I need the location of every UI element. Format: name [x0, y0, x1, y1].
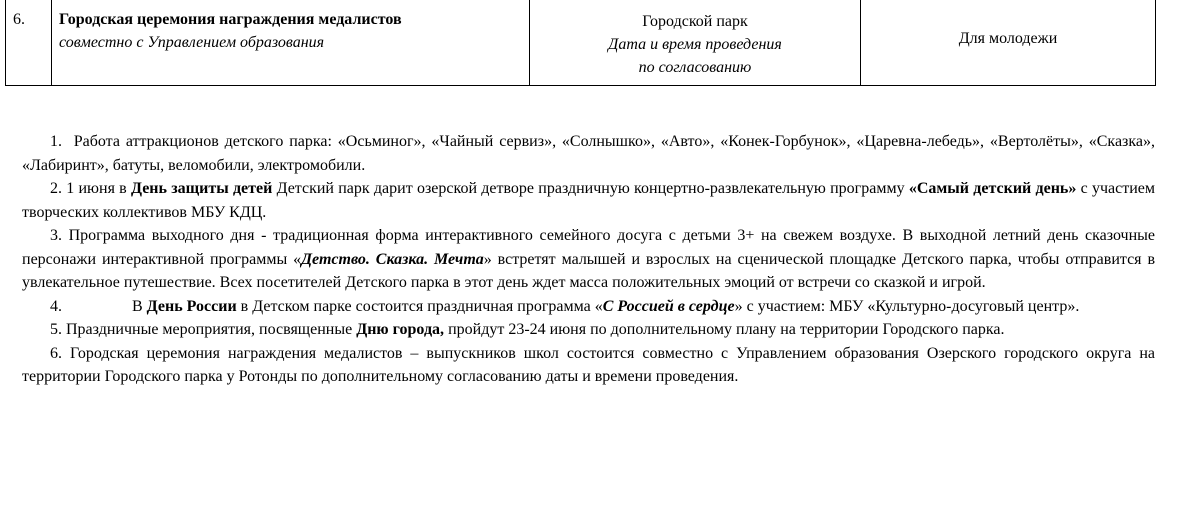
- program-name: С Россией в сердце: [602, 297, 735, 315]
- holiday-name: День России: [146, 297, 237, 315]
- paragraph-6: [22, 342, 1155, 389]
- paragraph-number: 5.: [50, 321, 62, 338]
- row-number: 6.: [13, 11, 25, 28]
- paragraph-text: » с участием: МБУ «Культурно-досуговый центр».: [734, 297, 1080, 315]
- paragraph-text: » встретят малышей и взрослых на сценической площадке Детского парка, чтобы отправится в увлекательное путешествие. Всех посетителей Детского парка в этот день ждет масса положительных эмоций от встречи со сказкой и игрой.: [22, 250, 1156, 291]
- audience-cell: [861, 0, 1156, 86]
- place-cell: [530, 0, 861, 86]
- paragraph-text: Праздничные мероприятия, посвященные: [66, 321, 357, 338]
- paragraph-1: [22, 130, 1155, 177]
- paragraph-list: [22, 130, 1155, 389]
- paragraph-2: [22, 177, 1155, 224]
- paragraph-5: [22, 318, 1155, 342]
- table-row: [6, 0, 1156, 86]
- paragraph-text: в Детском парке состоится праздничная программа «: [236, 297, 603, 315]
- paragraph-3: [22, 224, 1155, 295]
- event-place: Городской парк: [642, 13, 748, 30]
- paragraph-4: [22, 295, 1155, 319]
- paragraph-text: Программа выходного дня - традиционная форма интерактивного семейного досуга с детьми 3+ на свежем воздухе. В выходной летний день сказочные персонажи интерактивной программы «: [22, 227, 1156, 268]
- row-number-cell: [6, 0, 52, 86]
- event-name-cell: [52, 0, 530, 86]
- events-table-row: [5, 0, 1156, 86]
- paragraph-number: 4.: [50, 297, 62, 315]
- event-datetime-line2: по согласованию: [638, 59, 752, 76]
- event-datetime-line1: Дата и время проведения: [608, 36, 782, 53]
- program-name: «Самый детский день»: [908, 180, 1077, 197]
- event-audience: Для молодежи: [958, 30, 1058, 47]
- paragraph-text: Работа аттракционов детского парка: «Осьминог», «Чайный сервиз», «Солнышко», «Авто», «Конек-Горбунок», «Царевна-лебедь», «Вертолёты», «Сказка», «Лабиринт», батуты, веломобили, электромобили.: [22, 133, 1156, 174]
- holiday-name: День защиты детей: [130, 180, 273, 197]
- program-name: Детство. Сказка. Мечта: [301, 250, 484, 268]
- event-subtitle: совместно с Управлением образования: [59, 34, 325, 51]
- paragraph-text: Городская церемония награждения медалистов – выпускников школ состоится совместно с Управлением образования Озерского городского округа на территории Городского парка у Ротонды по дополнительному согласованию даты и времени проведения.: [22, 344, 1156, 385]
- paragraph-number: 2.: [50, 180, 62, 197]
- event-title: Городская церемония награждения медалистов: [59, 11, 402, 28]
- paragraph-number: 3.: [50, 227, 62, 244]
- paragraph-text: 1 июня в: [66, 180, 131, 197]
- paragraph-number: 1.: [50, 133, 62, 150]
- paragraph-text: Детский парк дарит озерской детворе праздничную концертно-развлекательную программу: [272, 180, 909, 197]
- paragraph-number: 6.: [50, 344, 62, 362]
- paragraph-text: с участием творческих коллективов МБУ КДЦ.: [22, 180, 1156, 221]
- paragraph-text: пройдут 23-24 июня по дополнительному плану на территории Городского парка.: [444, 321, 1005, 338]
- paragraph-text: В: [132, 297, 147, 315]
- holiday-name: Дню города,: [356, 321, 445, 338]
